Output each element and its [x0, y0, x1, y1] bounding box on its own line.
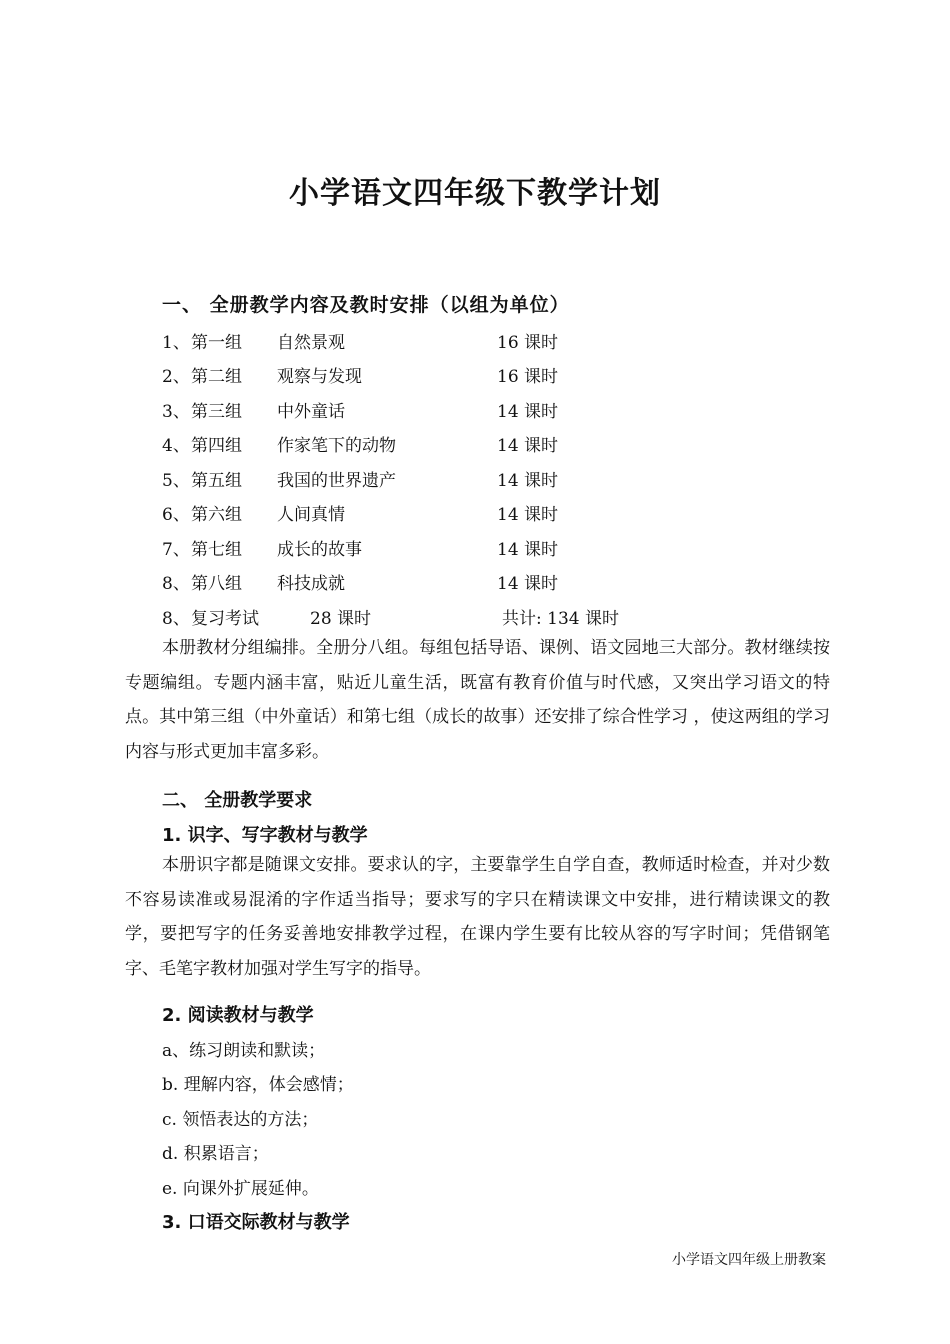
row-number: 5、: [162, 471, 190, 491]
row-group: 第五组: [191, 471, 242, 491]
row-number: 2、: [162, 367, 190, 387]
list-item: c. 领悟表达的方法；: [162, 1110, 319, 1130]
row-topic: 自然景观: [277, 333, 345, 353]
row-group: 第二组: [191, 367, 242, 387]
row-hours: 14 课时: [497, 436, 559, 456]
row-topic: 科技成就: [277, 574, 345, 594]
row-topic: 我国的世界遗产: [277, 471, 396, 491]
page-title: 小学语文四年级下教学计划: [289, 176, 661, 211]
row-hours: 16 课时: [497, 333, 559, 353]
list-item: d. 积累语言；: [162, 1144, 269, 1164]
row-hours: 14 课时: [497, 402, 559, 422]
section1-heading: 一、 全册教学内容及教时安排（以组为单位）: [162, 294, 570, 316]
row-topic: 中外童话: [277, 402, 345, 422]
row-number: 3、: [162, 402, 190, 422]
list-item: b. 理解内容，体会感情；: [162, 1075, 354, 1095]
section1-paragraph: 本册教材分组编排。全册分八组。每组包括导语、课例、语文园地三大部分。教材继续按专题编组。专题内涵丰富，贴近儿童生活，既富有教育价值与时代感，又突出学习语文的特点。其中第三组（中外童话）和第七组（成长的故事）还安排了综合性学习 ，使这两组的学习内容与形式更加丰富多彩。: [125, 638, 830, 762]
subsection-heading: 2. 阅读教材与教学: [162, 1005, 314, 1026]
row-group: 第七组: [191, 540, 242, 560]
row-topic: 作家笔下的动物: [277, 436, 396, 456]
list-item: e. 向课外扩展延伸。: [162, 1179, 319, 1199]
row-label: 复习考试: [191, 609, 259, 629]
row-number: 6、: [162, 505, 190, 525]
literacy-paragraph: 本册识字都是随课文安排。要求认的字，主要靠学生自学自查，教师适时检查，并对少数不容易读准或易混淆的字作适当指导；要求写的字只在精读课文中安排，进行精读课文的教学，要把写字的任务妥善地安排教学过程，在课内学生要有比较从容的写字时间；凭借钢笔字、毛笔字教材加强对学生写字的指导。: [125, 855, 830, 979]
row-hours: 14 课时: [497, 471, 559, 491]
row-number: 4、: [162, 436, 190, 456]
row-group: 第六组: [191, 505, 242, 525]
row-group: 第八组: [191, 574, 242, 594]
section2-heading: 二、 全册教学要求: [162, 790, 313, 811]
row-number: 8、: [162, 609, 190, 629]
row-hours: 14 课时: [497, 505, 559, 525]
row-number: 7、: [162, 540, 190, 560]
row-hours: 28 课时: [310, 609, 372, 629]
row-hours: 14 课时: [497, 574, 559, 594]
row-topic: 人间真情: [277, 505, 345, 525]
row-group: 第一组: [191, 333, 242, 353]
subsection-heading: 1. 识字、写字教材与教学: [162, 825, 368, 846]
row-topic: 观察与发现: [277, 367, 362, 387]
subsection-heading: 3. 口语交际教材与教学: [162, 1212, 350, 1233]
row-topic: 成长的故事: [277, 540, 362, 560]
row-hours: 14 课时: [497, 540, 559, 560]
row-number: 1、: [162, 333, 190, 353]
row-hours: 16 课时: [497, 367, 559, 387]
row-group: 第四组: [191, 436, 242, 456]
page-footer: 小学语文四年级上册教案: [672, 1252, 826, 1268]
row-number: 8、: [162, 574, 190, 594]
list-item: a、练习朗读和默读；: [162, 1041, 326, 1061]
row-group: 第三组: [191, 402, 242, 422]
total-hours: 共计: 134 课时: [502, 609, 619, 629]
